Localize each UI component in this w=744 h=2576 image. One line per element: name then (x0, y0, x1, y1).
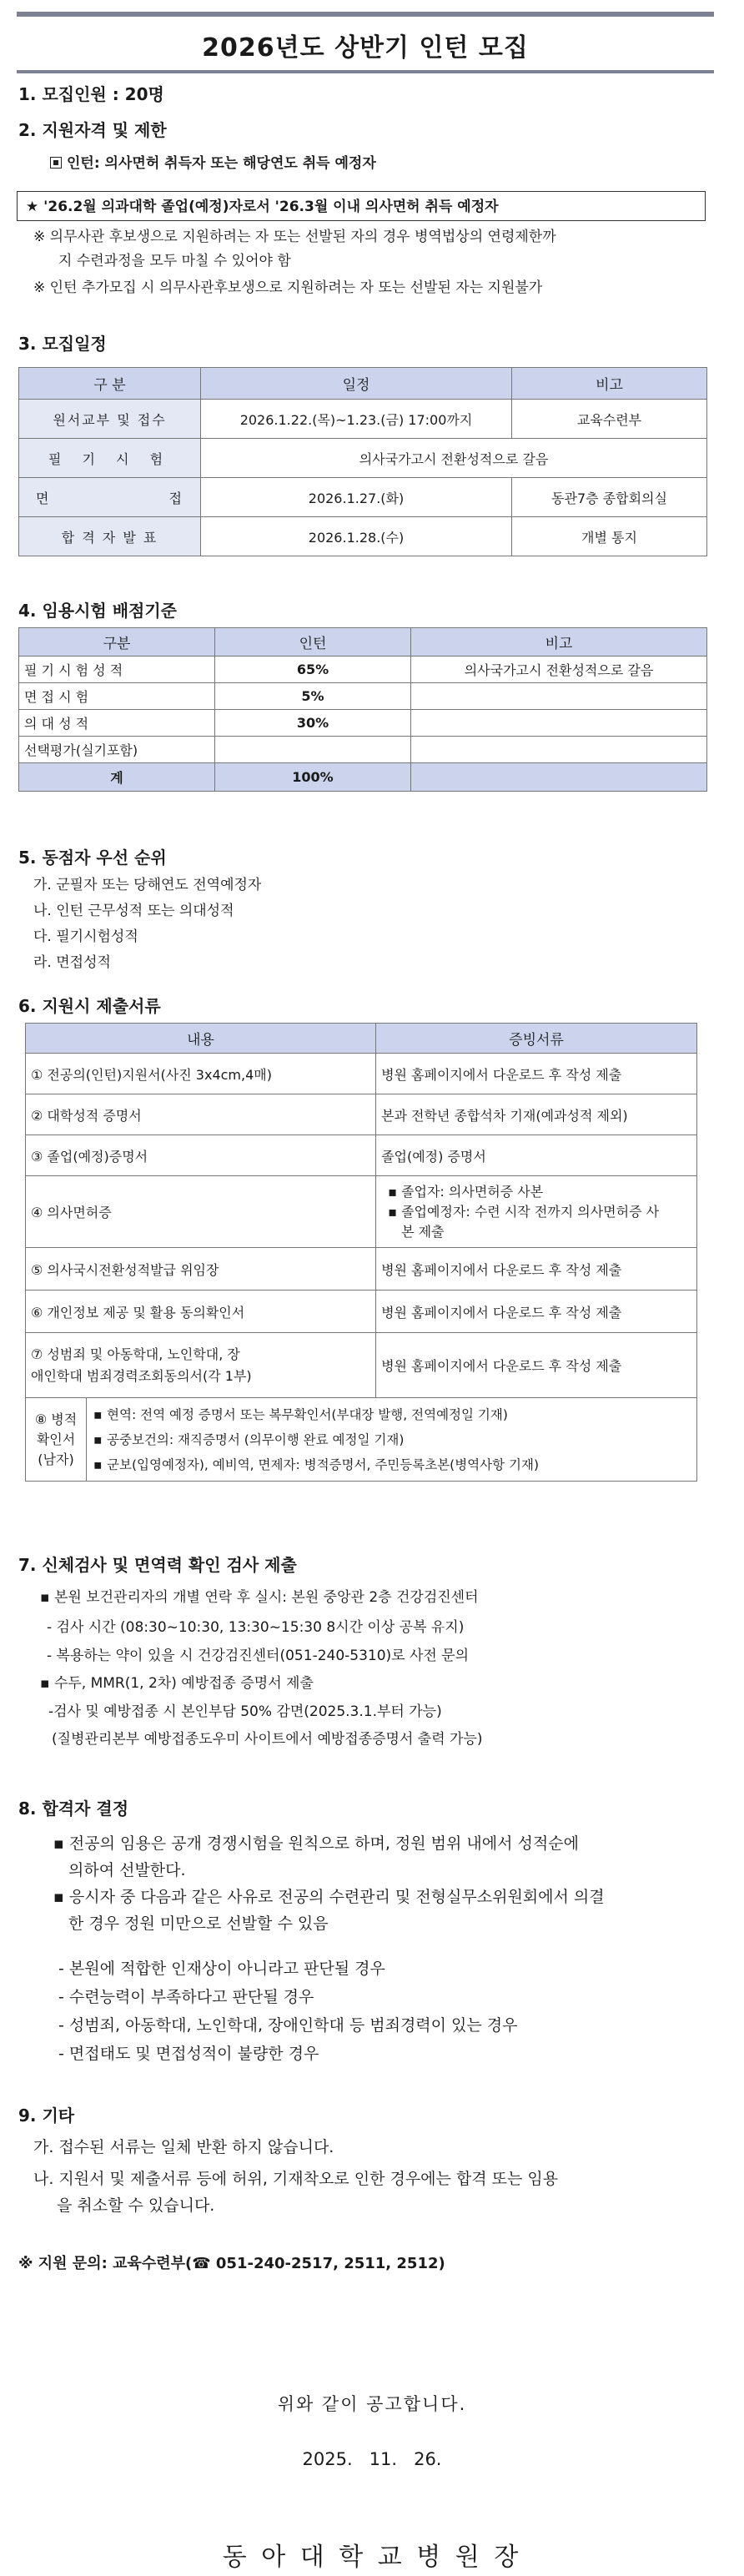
documents-cell: 본과 전학년 종합석차 기재(예과성적 제외) (376, 1094, 697, 1135)
scoring-cell (411, 737, 707, 763)
selection-rule-2 (53, 1884, 605, 1937)
health-check-time: - 검사 시간 (08:30~10:30, 13:30~15:30 8시간 이상 공복 유지) (47, 1619, 465, 1636)
contact-info: ※ 지원 문의: 교육수련부(☎ 051-240-2517, 2511, 2512) (18, 2255, 445, 2272)
selection-rule-2-line1: 응시자 중 다음과 같은 사유로 전공의 수련관리 및 전형실무소위원회에서 의결 (68, 1888, 605, 1906)
announcement-date: 2025. 11. 26. (302, 2449, 442, 2469)
military-proof-public-health: ▪ 공중보건의: 재직증명서 (의무이행 완료 예정일 기재) (107, 1427, 691, 1452)
scoring-total-value: 100% (215, 763, 411, 792)
crime-check-line2: 애인학대 범죄경력조회동의서(각 1부) (31, 1367, 252, 1384)
documents-header-content: 내용 (26, 1024, 376, 1054)
documents-cell: ⑥ 개인정보 제공 및 활용 동의확인서 (26, 1291, 376, 1333)
schedule-table (18, 367, 707, 556)
checked-square-icon (50, 157, 62, 169)
tiebreak-item: 가. 군필자 또는 당해연도 전역예정자 (33, 877, 262, 893)
scoring-cell: 30% (215, 710, 411, 737)
military-proof-cell (87, 1398, 697, 1482)
schedule-cell: 필 기 시 험 (19, 439, 201, 478)
documents-table (25, 1023, 697, 1482)
military-label-2: 확인서 (36, 1431, 76, 1447)
scoring-cell (411, 683, 707, 710)
misc-item-2-line1: 나. 지원서 및 제출서류 등에 허위, 기재착오로 인한 경우에는 합격 또는 임용 (33, 2170, 559, 2188)
scoring-cell (411, 710, 707, 737)
schedule-cell: 면 접 (19, 478, 201, 517)
title-bottom-rule (17, 70, 714, 73)
military-proof-active: ▪ 현역: 전역 예정 증명서 또는 복무확인서(부대장 발행, 전역예정일 기재) (107, 1402, 691, 1427)
disqualify-reason: - 본원에 적합한 인재상이 아니라고 판단될 경우 (58, 1960, 385, 1978)
license-proof-cell (376, 1176, 697, 1248)
schedule-cell: 2026.1.28.(수) (201, 517, 512, 556)
section-9-heading: 9. 기타 (18, 2106, 75, 2126)
title-block (17, 12, 714, 73)
section-7-heading: 7. 신체검사 및 면역력 확인 검사 제출 (18, 1555, 297, 1575)
documents-cell: ④ 의사면허증 (26, 1176, 376, 1248)
documents-cell: ① 전공의(인턴)지원서(사진 3x4cm,4매) (26, 1054, 376, 1094)
selection-rule-2-line2: 한 경우 정원 미만으로 선발할 수 있음 (68, 1914, 329, 1933)
bullet-icon: ▪ (40, 1589, 54, 1606)
schedule-header-note: 비고 (512, 368, 707, 400)
hospital-signature: 동 아 대 학 교 병 원 장 (222, 2543, 522, 2572)
health-check-medication: - 복용하는 약이 있을 시 건강검진센터(051-240-5310)로 사전 문의 (47, 1648, 470, 1664)
documents-cell: 병원 홈페이지에서 다운로드 후 작성 제출 (376, 1248, 697, 1291)
scoring-total-label: 계 (19, 763, 215, 792)
scoring-header-category: 구분 (19, 628, 215, 657)
section-8-heading: 8. 합격자 결정 (18, 1799, 129, 1819)
documents-cell: ② 대학성적 증명서 (26, 1094, 376, 1135)
vaccination-discount: -검사 및 예방접종 시 본인부담 50% 감면(2025.3.1.부터 가능) (48, 1703, 442, 1720)
tiebreak-item: 라. 면접성적 (33, 954, 111, 971)
page-title: 2026년도 상반기 인턴 모집 (202, 33, 529, 63)
documents-cell: ③ 졸업(예정)증명서 (26, 1135, 376, 1176)
health-check-line (40, 1587, 479, 1607)
license-proof-graduate: ▪ 졸업자: 의사면허증 사본 (401, 1182, 691, 1202)
documents-header-proof: 증빙서류 (376, 1024, 697, 1054)
scoring-cell: 의 대 성 적 (19, 710, 215, 737)
selection-rule-1-line2: 의하여 선발한다. (68, 1861, 186, 1879)
eligibility-text: 인턴: 의사면허 취득자 또는 해당연도 취득 예정자 (67, 155, 376, 172)
misc-item-1: 가. 접수된 서류는 일체 반환 하지 않습니다. (33, 2138, 334, 2156)
scoring-cell: 필 기 시 험 성 적 (19, 657, 215, 683)
schedule-cell: 의사국가고시 전환성적으로 갈음 (201, 439, 707, 478)
schedule-cell: 2026.1.22.(목)~1.23.(금) 17:00까지 (201, 400, 512, 439)
schedule-header-category: 구 분 (19, 368, 201, 400)
schedule-cell: 원서교부 및 접수 (19, 400, 201, 439)
documents-cell: 병원 홈페이지에서 다운로드 후 작성 제출 (376, 1054, 697, 1094)
bullet-icon: ▪ (53, 1888, 69, 1906)
section-4-heading: 4. 임용시험 배점기준 (18, 601, 177, 621)
scoring-cell: 선택평가(실기포함) (19, 737, 215, 763)
section-3-heading: 3. 모집일정 (18, 334, 107, 354)
military-label-1: ⑧ 병적 (34, 1411, 78, 1427)
scoring-cell: 5% (215, 683, 411, 710)
military-label-3: (남자) (38, 1451, 74, 1467)
note-1a: ※ 의무사관 후보생으로 지원하려는 자 또는 선발된 자의 경우 병역법상의 연령제한까 (33, 229, 556, 245)
disqualify-reason: - 면접태도 및 면접성적이 불량한 경우 (58, 2045, 319, 2063)
scoring-table (18, 627, 707, 792)
tiebreak-item: 나. 인턴 근무성적 또는 의대성적 (33, 903, 234, 919)
license-proof-expected (401, 1202, 691, 1242)
eligibility-item (50, 153, 376, 174)
vaccination-text: 수두, MMR(1, 2차) 예방접종 증명서 제출 (53, 1675, 314, 1692)
schedule-cell: 개별 통지 (512, 517, 707, 556)
section-2-heading: 2. 지원자격 및 제한 (18, 120, 167, 140)
scoring-cell: 면 접 시 험 (19, 683, 215, 710)
bullet-icon: ▪ (53, 1834, 69, 1853)
bullet-icon: ▪ (40, 1675, 54, 1692)
misc-item-2 (33, 2166, 558, 2219)
schedule-cell: 합 격 자 발 표 (19, 517, 201, 556)
health-check-text: 본원 보건관리자의 개별 연락 후 실시: 본원 중앙관 2층 건강검진센터 (53, 1589, 479, 1606)
selection-rule-1-line1: 전공의 임용은 공개 경쟁시험을 원칙으로 하며, 정원 범위 내에서 성적순에 (68, 1834, 579, 1853)
license-proof-expected-cont: 본 제출 (401, 1223, 445, 1240)
disqualify-reason: - 성범죄, 아동학대, 노인학대, 장애인학대 등 범죄경력이 있는 경우 (58, 2016, 518, 2035)
documents-cell: 졸업(예정) 증명서 (376, 1135, 697, 1176)
section-5-heading: 5. 동점자 우선 순위 (18, 848, 167, 868)
documents-cell: ⑤ 의사국시전환성적발급 위임장 (26, 1248, 376, 1291)
eligibility-box-note: ★ '26.2월 의과대학 졸업(예정)자로서 '26.3월 이내 의사면허 취득 예정자 (17, 191, 706, 221)
crime-check-cell (26, 1333, 376, 1398)
documents-cell: 병원 홈페이지에서 다운로드 후 작성 제출 (376, 1333, 697, 1398)
military-proof-others: ▪ 군보(입영예정자), 예비역, 면제자: 병적증명서, 주민등록초본(병역사항 기재) (107, 1452, 691, 1477)
scoring-cell: 65% (215, 657, 411, 683)
schedule-cell: 동관7층 종합회의실 (512, 478, 707, 517)
scoring-cell: 의사국가고시 전환성적으로 갈음 (411, 657, 707, 683)
scoring-cell (215, 737, 411, 763)
section-6-heading: 6. 지원시 제출서류 (18, 996, 161, 1016)
closing-statement: 위와 같이 공고합니다. (277, 2394, 467, 2414)
schedule-header-date: 일정 (201, 368, 512, 400)
note-2: ※ 인턴 추가모집 시 의무사관후보생으로 지원하려는 자 또는 선발된 자는 지원불가 (33, 279, 543, 296)
tiebreak-item: 다. 필기시험성적 (33, 928, 138, 945)
vaccination-site-note: (질병관리본부 예방접종도우미 사이트에서 예방접종증명서 출력 가능) (52, 1731, 483, 1748)
schedule-cell: 교육수련부 (512, 400, 707, 439)
misc-item-2-line2: 을 취소할 수 있습니다. (57, 2196, 215, 2215)
scoring-header-note: 비고 (411, 628, 707, 657)
vaccination-line (40, 1673, 314, 1693)
scoring-cell (411, 763, 707, 792)
section-1-recruit-count: 1. 모집인원 : 20명 (18, 84, 164, 104)
selection-rule-1 (53, 1830, 579, 1884)
documents-cell: 병원 홈페이지에서 다운로드 후 작성 제출 (376, 1291, 697, 1333)
schedule-cell: 2026.1.27.(화) (201, 478, 512, 517)
disqualify-reason: - 수련능력이 부족하다고 판단될 경우 (58, 1988, 314, 2006)
military-label-cell (26, 1398, 87, 1482)
scoring-header-intern: 인턴 (215, 628, 411, 657)
license-proof-expected-text: 졸업예정자: 수련 시작 전까지 의사면허증 사 (401, 1203, 660, 1220)
crime-check-line1: ⑦ 성범죄 및 아동학대, 노인학대, 장 (31, 1346, 240, 1362)
note-1b: 지 수련과정을 모두 마칠 수 있어야 함 (58, 253, 291, 269)
